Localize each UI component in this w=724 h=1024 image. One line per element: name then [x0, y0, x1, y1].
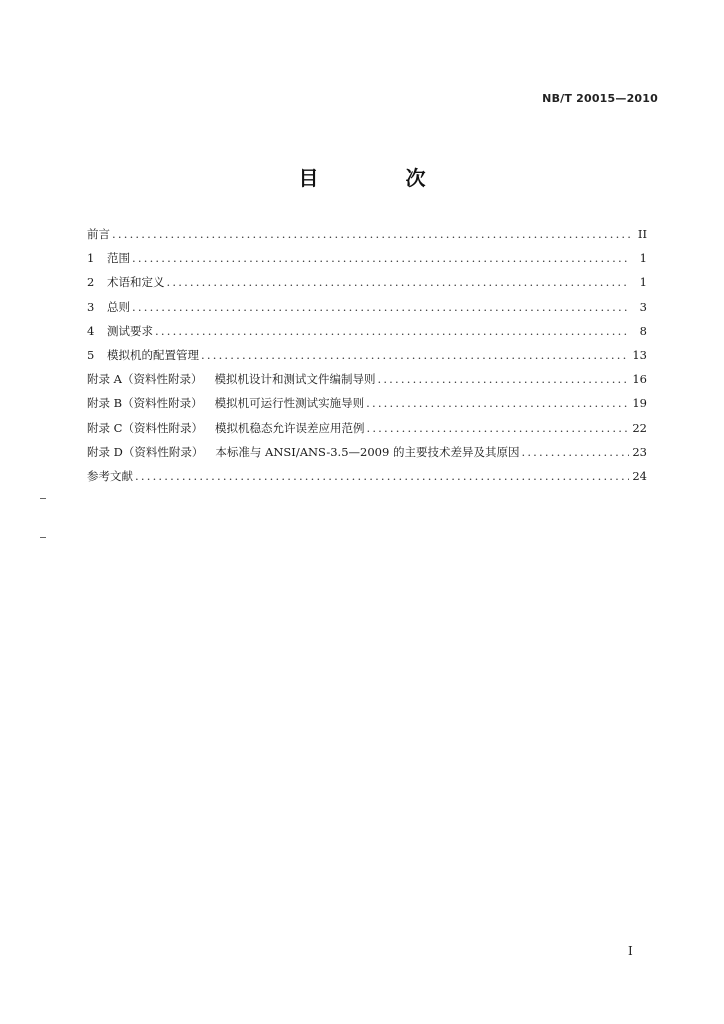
toc-entry-label: 模拟机设计和测试文件编制导则 [214, 372, 376, 387]
toc-leader-dots [366, 416, 629, 440]
toc-leader-dots [167, 270, 631, 294]
toc-entry-general[interactable] [87, 295, 647, 319]
toc-entry-appendix-c[interactable] [87, 416, 647, 440]
scan-margin-mark [40, 537, 46, 538]
toc-entry-page: 22 [632, 420, 647, 435]
toc-entry-page: 1 [639, 275, 647, 290]
toc-entry-label: 模拟机可运行性测试实施导则 [214, 396, 365, 411]
toc-appendix-prefix: 附录 C（资料性附录） [87, 420, 203, 435]
toc-entry-terms[interactable] [87, 270, 647, 294]
toc-entry-label: 模拟机的配置管理 [107, 347, 199, 362]
toc-leader-dots [201, 343, 629, 367]
toc-appendix-prefix: 附录 B（资料性附录） [87, 396, 203, 411]
toc-entry-references[interactable] [87, 464, 647, 488]
toc-entry-label: 术语和定义 [107, 275, 165, 290]
toc-entry-number: 2 [87, 275, 95, 290]
toc-entry-page: 23 [632, 444, 647, 459]
table-of-contents [87, 222, 647, 488]
toc-leader-dots [132, 295, 630, 319]
toc-appendix-prefix: 附录 D（资料性附录） [87, 444, 204, 459]
toc-entry-label: 测试要求 [107, 323, 153, 338]
toc-entry-label: 参考文献 [87, 468, 133, 483]
toc-entry-foreword[interactable] [87, 222, 647, 246]
toc-entry-label: 前言 [87, 227, 110, 241]
document-code: NB/T 20015—2010 [542, 92, 658, 105]
toc-leader-dots [132, 246, 630, 270]
toc-entry-number: 4 [87, 323, 95, 338]
toc-entry-page: 24 [632, 468, 647, 483]
toc-entry-label: 模拟机稳态允许误差应用范例 [214, 420, 365, 435]
toc-entry-label: 总则 [107, 299, 130, 314]
toc-appendix-prefix: 附录 A（资料性附录） [87, 372, 203, 387]
toc-entry-configuration-management[interactable] [87, 343, 647, 367]
toc-entry-appendix-a[interactable] [87, 367, 647, 391]
toc-entry-page: 3 [639, 299, 647, 314]
toc-entry-page: 8 [639, 323, 647, 338]
scan-margin-mark [40, 498, 46, 499]
toc-entry-appendix-b[interactable] [87, 391, 647, 415]
toc-entry-appendix-d[interactable] [87, 440, 647, 464]
toc-leader-dots [521, 440, 629, 464]
page-number: I [628, 944, 633, 958]
toc-entry-page: 13 [632, 347, 647, 362]
toc-entry-page: II [637, 227, 647, 241]
toc-entry-page: 1 [639, 251, 647, 266]
toc-entry-label: 范围 [107, 251, 130, 266]
toc-entry-number: 1 [87, 251, 95, 266]
toc-entry-label: 本标准与 ANSI/ANS-3.5—2009 的主要技术差异及其原因 [215, 444, 520, 459]
toc-leader-dots [377, 367, 629, 391]
toc-leader-dots [135, 464, 629, 488]
toc-entry-number: 3 [87, 299, 95, 314]
toc-leader-dots [366, 391, 629, 415]
toc-entry-test-requirements[interactable] [87, 319, 647, 343]
toc-leader-dots [112, 222, 630, 246]
toc-entry-page: 19 [632, 396, 647, 411]
toc-leader-dots [155, 319, 630, 343]
toc-entry-scope[interactable] [87, 246, 647, 270]
toc-title: 目 次 [298, 166, 466, 190]
toc-entry-number: 5 [87, 347, 95, 362]
toc-entry-page: 16 [632, 372, 647, 387]
